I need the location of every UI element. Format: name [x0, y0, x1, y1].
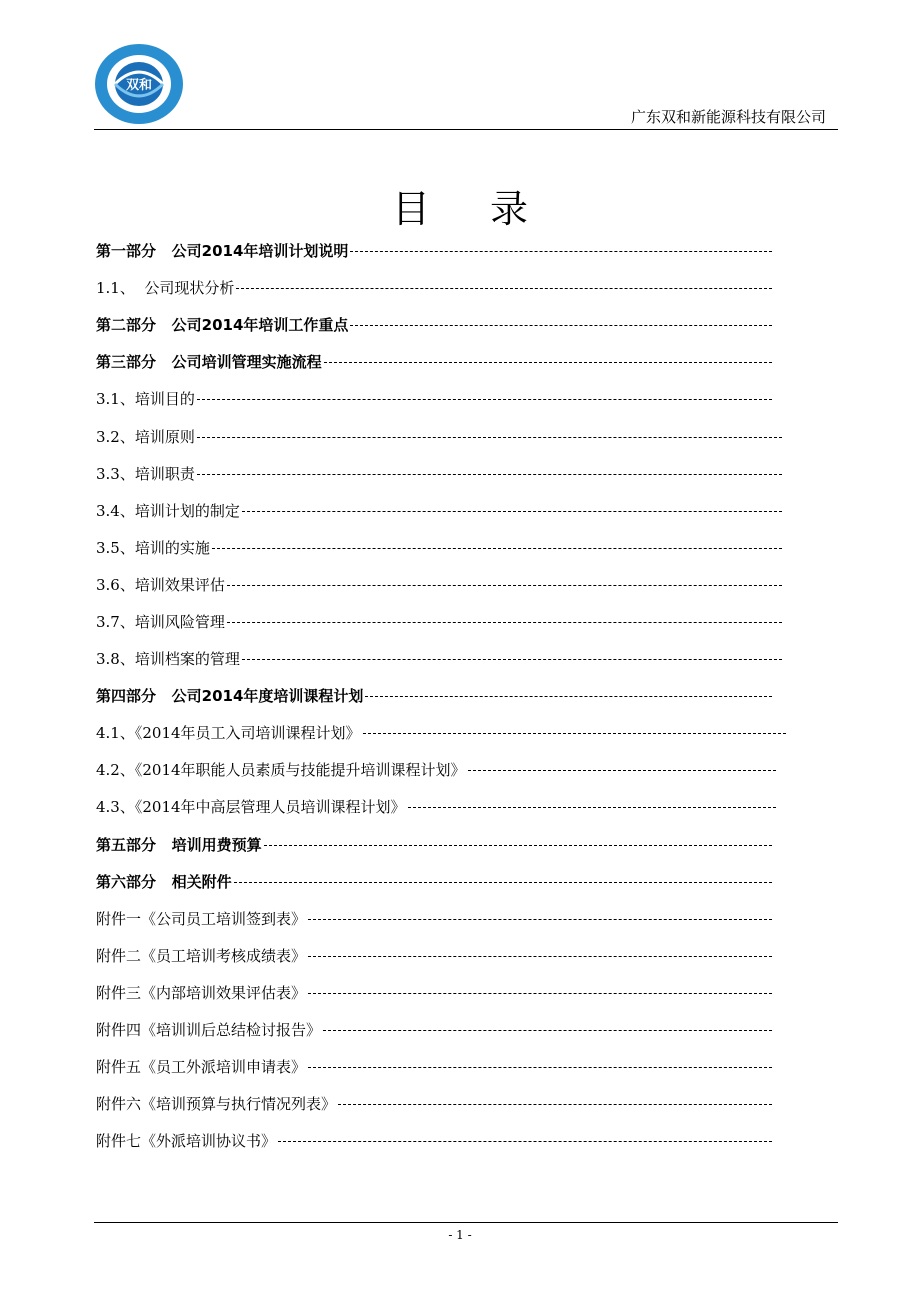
toc-entry[interactable]	[96, 603, 796, 640]
toc-leader-line	[212, 548, 782, 549]
toc-entry[interactable]	[96, 232, 796, 269]
toc-leader-line	[197, 474, 782, 475]
toc-entry-label: 附件七《外派培训协议书》	[96, 1132, 277, 1151]
toc-entry[interactable]	[96, 1011, 796, 1048]
toc-entry-label: 附件三《内部培训效果评估表》	[96, 983, 307, 1002]
toc-entry[interactable]	[96, 566, 796, 603]
toc-leader-line	[308, 1067, 772, 1068]
toc-entry-label: 3.2、培训原则	[96, 427, 195, 446]
toc-entry[interactable]	[96, 455, 796, 492]
toc-entry-label: 3.3、培训职责	[96, 464, 195, 483]
toc-leader-line	[308, 993, 772, 994]
toc-entry[interactable]	[96, 826, 796, 863]
toc-entry-label: 第一部分 公司2014年培训计划说明	[96, 242, 349, 261]
toc-entry-label: 附件五《员工外派培训申请表》	[96, 1058, 307, 1077]
toc-leader-line	[227, 585, 782, 586]
toc-entry[interactable]	[96, 529, 796, 566]
toc-leader-line	[242, 511, 782, 512]
toc-entry-label: 4.3、《2014年中高层管理人员培训课程计划》	[96, 798, 406, 817]
toc-entry[interactable]	[96, 1085, 796, 1122]
toc-leader-line	[197, 437, 782, 438]
toc-leader-line	[236, 288, 772, 289]
toc-leader-line	[278, 1141, 772, 1142]
toc-leader-line	[234, 882, 772, 883]
toc-leader-line	[350, 251, 772, 252]
toc-leader-line	[363, 733, 786, 734]
toc-leader-line	[338, 1104, 772, 1105]
toc-entry-label: 1.1、 公司现状分析	[96, 279, 235, 298]
page-title: 目录	[391, 187, 588, 231]
toc-entry-label: 3.1、培训目的	[96, 390, 195, 409]
toc-leader-line	[308, 919, 772, 920]
toc-leader-line	[365, 696, 772, 697]
toc-leader-line	[408, 807, 776, 808]
toc-entry-label: 3.6、培训效果评估	[96, 575, 225, 594]
toc-entry[interactable]	[96, 788, 796, 825]
toc-entry-label: 3.4、培训计划的制定	[96, 501, 240, 520]
toc-leader-line	[324, 362, 772, 363]
toc-entry[interactable]	[96, 714, 796, 751]
toc-entry-label: 4.2、《2014年职能人员素质与技能提升培训课程计划》	[96, 761, 466, 780]
toc-leader-line	[468, 770, 776, 771]
toc-leader-line	[264, 845, 772, 846]
toc-entry[interactable]	[96, 1122, 796, 1159]
toc-entry[interactable]	[96, 863, 796, 900]
toc-leader-line	[242, 659, 782, 660]
toc-entry-label: 第四部分 公司2014年度培训课程计划	[96, 687, 364, 706]
toc-entry[interactable]	[96, 343, 796, 380]
toc-entry[interactable]	[96, 900, 796, 937]
logo-text: 双和	[125, 78, 153, 93]
table-of-contents	[96, 232, 796, 1159]
toc-entry-label: 3.8、培训档案的管理	[96, 650, 240, 669]
toc-leader-line	[308, 956, 772, 957]
toc-leader-line	[227, 622, 782, 623]
toc-entry-label: 第五部分 培训用费预算	[96, 835, 262, 854]
toc-leader-line	[197, 399, 772, 400]
toc-entry-label: 附件六《培训预算与执行情况列表》	[96, 1095, 337, 1114]
toc-entry-label: 3.5、培训的实施	[96, 538, 210, 557]
toc-leader-line	[350, 325, 772, 326]
toc-entry[interactable]	[96, 417, 796, 454]
toc-entry-label: 3.7、培训风险管理	[96, 612, 225, 631]
toc-entry-label: 第二部分 公司2014年培训工作重点	[96, 316, 349, 335]
toc-entry-label: 附件一《公司员工培训签到表》	[96, 909, 307, 928]
toc-entry-label: 附件四《培训训后总结检讨报告》	[96, 1021, 322, 1040]
toc-entry[interactable]	[96, 380, 796, 417]
company-logo	[93, 42, 185, 126]
toc-entry-label: 附件二《员工培训考核成绩表》	[96, 946, 307, 965]
header-rule	[94, 129, 838, 130]
toc-entry[interactable]	[96, 269, 796, 306]
toc-entry[interactable]	[96, 937, 796, 974]
toc-entry-label: 4.1、《2014年员工入司培训课程计划》	[96, 724, 361, 743]
page-number: - 1 -	[448, 1228, 472, 1242]
toc-leader-line	[323, 1030, 772, 1031]
toc-entry[interactable]	[96, 974, 796, 1011]
footer-rule	[94, 1222, 838, 1223]
toc-entry[interactable]	[96, 751, 796, 788]
toc-entry[interactable]	[96, 306, 796, 343]
toc-entry[interactable]	[96, 640, 796, 677]
header-company-name: 广东双和新能源科技有限公司	[630, 108, 826, 126]
toc-entry[interactable]	[96, 1048, 796, 1085]
toc-entry-label: 第三部分 公司培训管理实施流程	[96, 353, 322, 372]
toc-entry-label: 第六部分 相关附件	[96, 872, 232, 891]
toc-entry[interactable]	[96, 677, 796, 714]
toc-entry[interactable]	[96, 492, 796, 529]
